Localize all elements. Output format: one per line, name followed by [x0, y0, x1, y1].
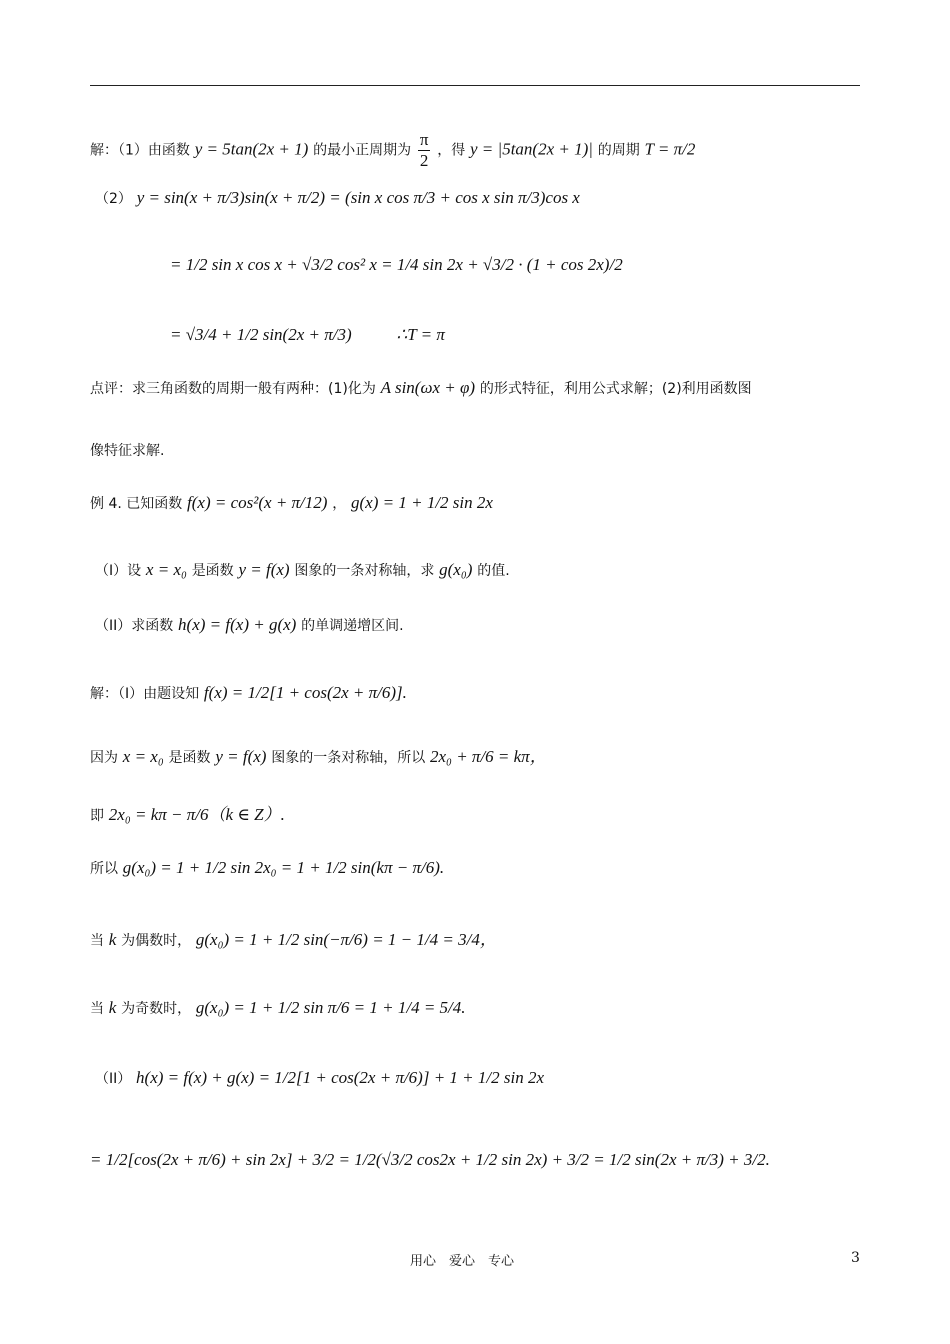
comment-text: 点评：求三角函数的周期一般有两种：(1)化为	[90, 381, 376, 397]
solution3-line1	[90, 130, 695, 171]
solution3-step2	[170, 325, 445, 345]
q2-a: h(x) = f(x) + g(x)	[178, 615, 297, 634]
comment-line	[90, 378, 752, 398]
sol4-2x0: 2x₀ = kπ − π/6（k ∈ Z）.	[108, 805, 285, 824]
solution3-intro: 解：（1）由函数	[90, 142, 190, 159]
comment-rest: 的形式特征，利用公式求解；(2)利用函数图	[479, 381, 752, 397]
solution3-mid2: ，得	[437, 142, 466, 159]
step1-equation: = 1/2 sin x cos x + √3/2 cos² x = 1/4 sin 2x + √3/2 · (1 + cos 2x)/2	[170, 255, 623, 274]
header-rule	[90, 85, 860, 86]
sol4-x-eq-x0: x = x₀	[122, 747, 164, 766]
sol4-line3: 即 2x₀ = kπ − π/6（k ∈ Z）.	[90, 805, 285, 824]
sol4-line2: 因为 x = x₀ 是函数 y = f(x) 图象的一条对称轴，所以 2x₀ + π/6 = kπ，	[90, 747, 547, 766]
step2-equation: = √3/4 + 1/2 sin(2x + π/3)	[170, 325, 352, 344]
g-definition: g(x) = 1 + 1/2 sin 2x	[351, 493, 493, 512]
comment-formula: A sin(ωx + φ)	[380, 378, 476, 397]
sol4-hx: h(x) = f(x) + g(x) = 1/2[1 + cos(2x + π/6)] + 1 + 1/2 sin 2x	[136, 1068, 545, 1087]
sol4-line4: 所以 g(x₀) = 1 + 1/2 sin 2x₀ = 1 + 1/2 sin(kπ − π/6).	[90, 858, 445, 877]
example4-statement: 例 4. 已知函数 f(x) = cos²(x + π/12) ， g(x) = 1 + 1/2 sin 2x	[90, 493, 493, 512]
q1-a: x = x₀	[145, 560, 187, 579]
part2-label: （2）	[95, 191, 132, 207]
solution3-period: T = π/2	[644, 139, 696, 159]
solution3-func: y = 5tan(2x + 1)	[194, 139, 309, 159]
conclusion: ∴T = π	[396, 325, 445, 344]
solution3-step1	[170, 255, 623, 275]
comment-line2: 像特征求解.	[90, 443, 165, 459]
solution3-func2: y = |5tan(2x + 1)|	[470, 139, 593, 159]
sol4-line5: 当 k 为偶数时， g(x₀) = 1 + 1/2 sin(−π/6) = 1 − 1/4 = 3/4，	[90, 930, 497, 949]
sol4-line6: 当 k 为奇数时， g(x₀) = 1 + 1/2 sin π/6 = 1 + 1/4 = 5/4.	[90, 998, 466, 1017]
part2-equation: y = sin(x + π/3)sin(x + π/2) = (sin x cos π/3 + cos x sin π/3)cos x	[136, 188, 580, 207]
q1-f: 的值.	[477, 563, 510, 579]
q1-b: 是函数	[191, 563, 234, 579]
sol4-eq1: f(x) = 1/2[1 + cos(2x + π/6)].	[203, 683, 407, 702]
q1-c: y = f(x)	[238, 560, 290, 579]
sol4-line8	[90, 1150, 770, 1170]
question2	[95, 615, 404, 635]
sol4-even-case: g(x₀) = 1 + 1/2 sin(−π/6) = 1 − 1/4 = 3/4，	[195, 930, 497, 949]
q1-label: （I）设	[95, 563, 142, 579]
sol4-final: = 1/2[cos(2x + π/6) + sin 2x] + 3/2 = 1/2(√3/2 cos2x + 1/2 sin 2x) + 3/2 = 1/2 sin(2x + π/3) + 3/2.	[90, 1150, 770, 1169]
q2-label: （II）求函数	[95, 618, 174, 634]
sol4-gx0: g(x₀) = 1 + 1/2 sin 2x₀ = 1 + 1/2 sin(kπ − π/6).	[122, 858, 445, 877]
solution3-mid: 的最小正周期为	[313, 142, 412, 159]
q2-b: 的单调递增区间.	[301, 618, 404, 634]
q1-e: g(x₀)	[439, 560, 473, 579]
sol4-line1	[90, 683, 407, 703]
question1	[95, 560, 510, 580]
sol4-line7: （II） h(x) = f(x) + g(x) = 1/2[1 + cos(2x + π/6)] + 1 + 1/2 sin 2x	[95, 1068, 545, 1087]
sol4-odd-case: g(x₀) = 1 + 1/2 sin π/6 = 1 + 1/4 = 5/4.	[195, 998, 466, 1017]
page-number: 3	[851, 1250, 860, 1266]
period-fraction: $\frac{\pi}{2}$	[419, 130, 429, 170]
sol4-label: 解：（I）由题设知	[90, 686, 200, 702]
solution3-part2	[95, 188, 580, 208]
f-definition: f(x) = cos²(x + π/12)	[187, 493, 328, 512]
q1-d: 图象的一条对称轴，求	[294, 563, 435, 579]
footer-text: 用心 爱心 专心	[410, 1254, 515, 1269]
sol4-symmetry-eq: 2x₀ + π/6 = kπ，	[430, 747, 547, 766]
example4-label: 例 4. 已知函数	[90, 496, 183, 512]
sol4-y-eq-fx: y = f(x)	[215, 747, 267, 766]
solution3-mid3: 的周期	[597, 142, 640, 159]
